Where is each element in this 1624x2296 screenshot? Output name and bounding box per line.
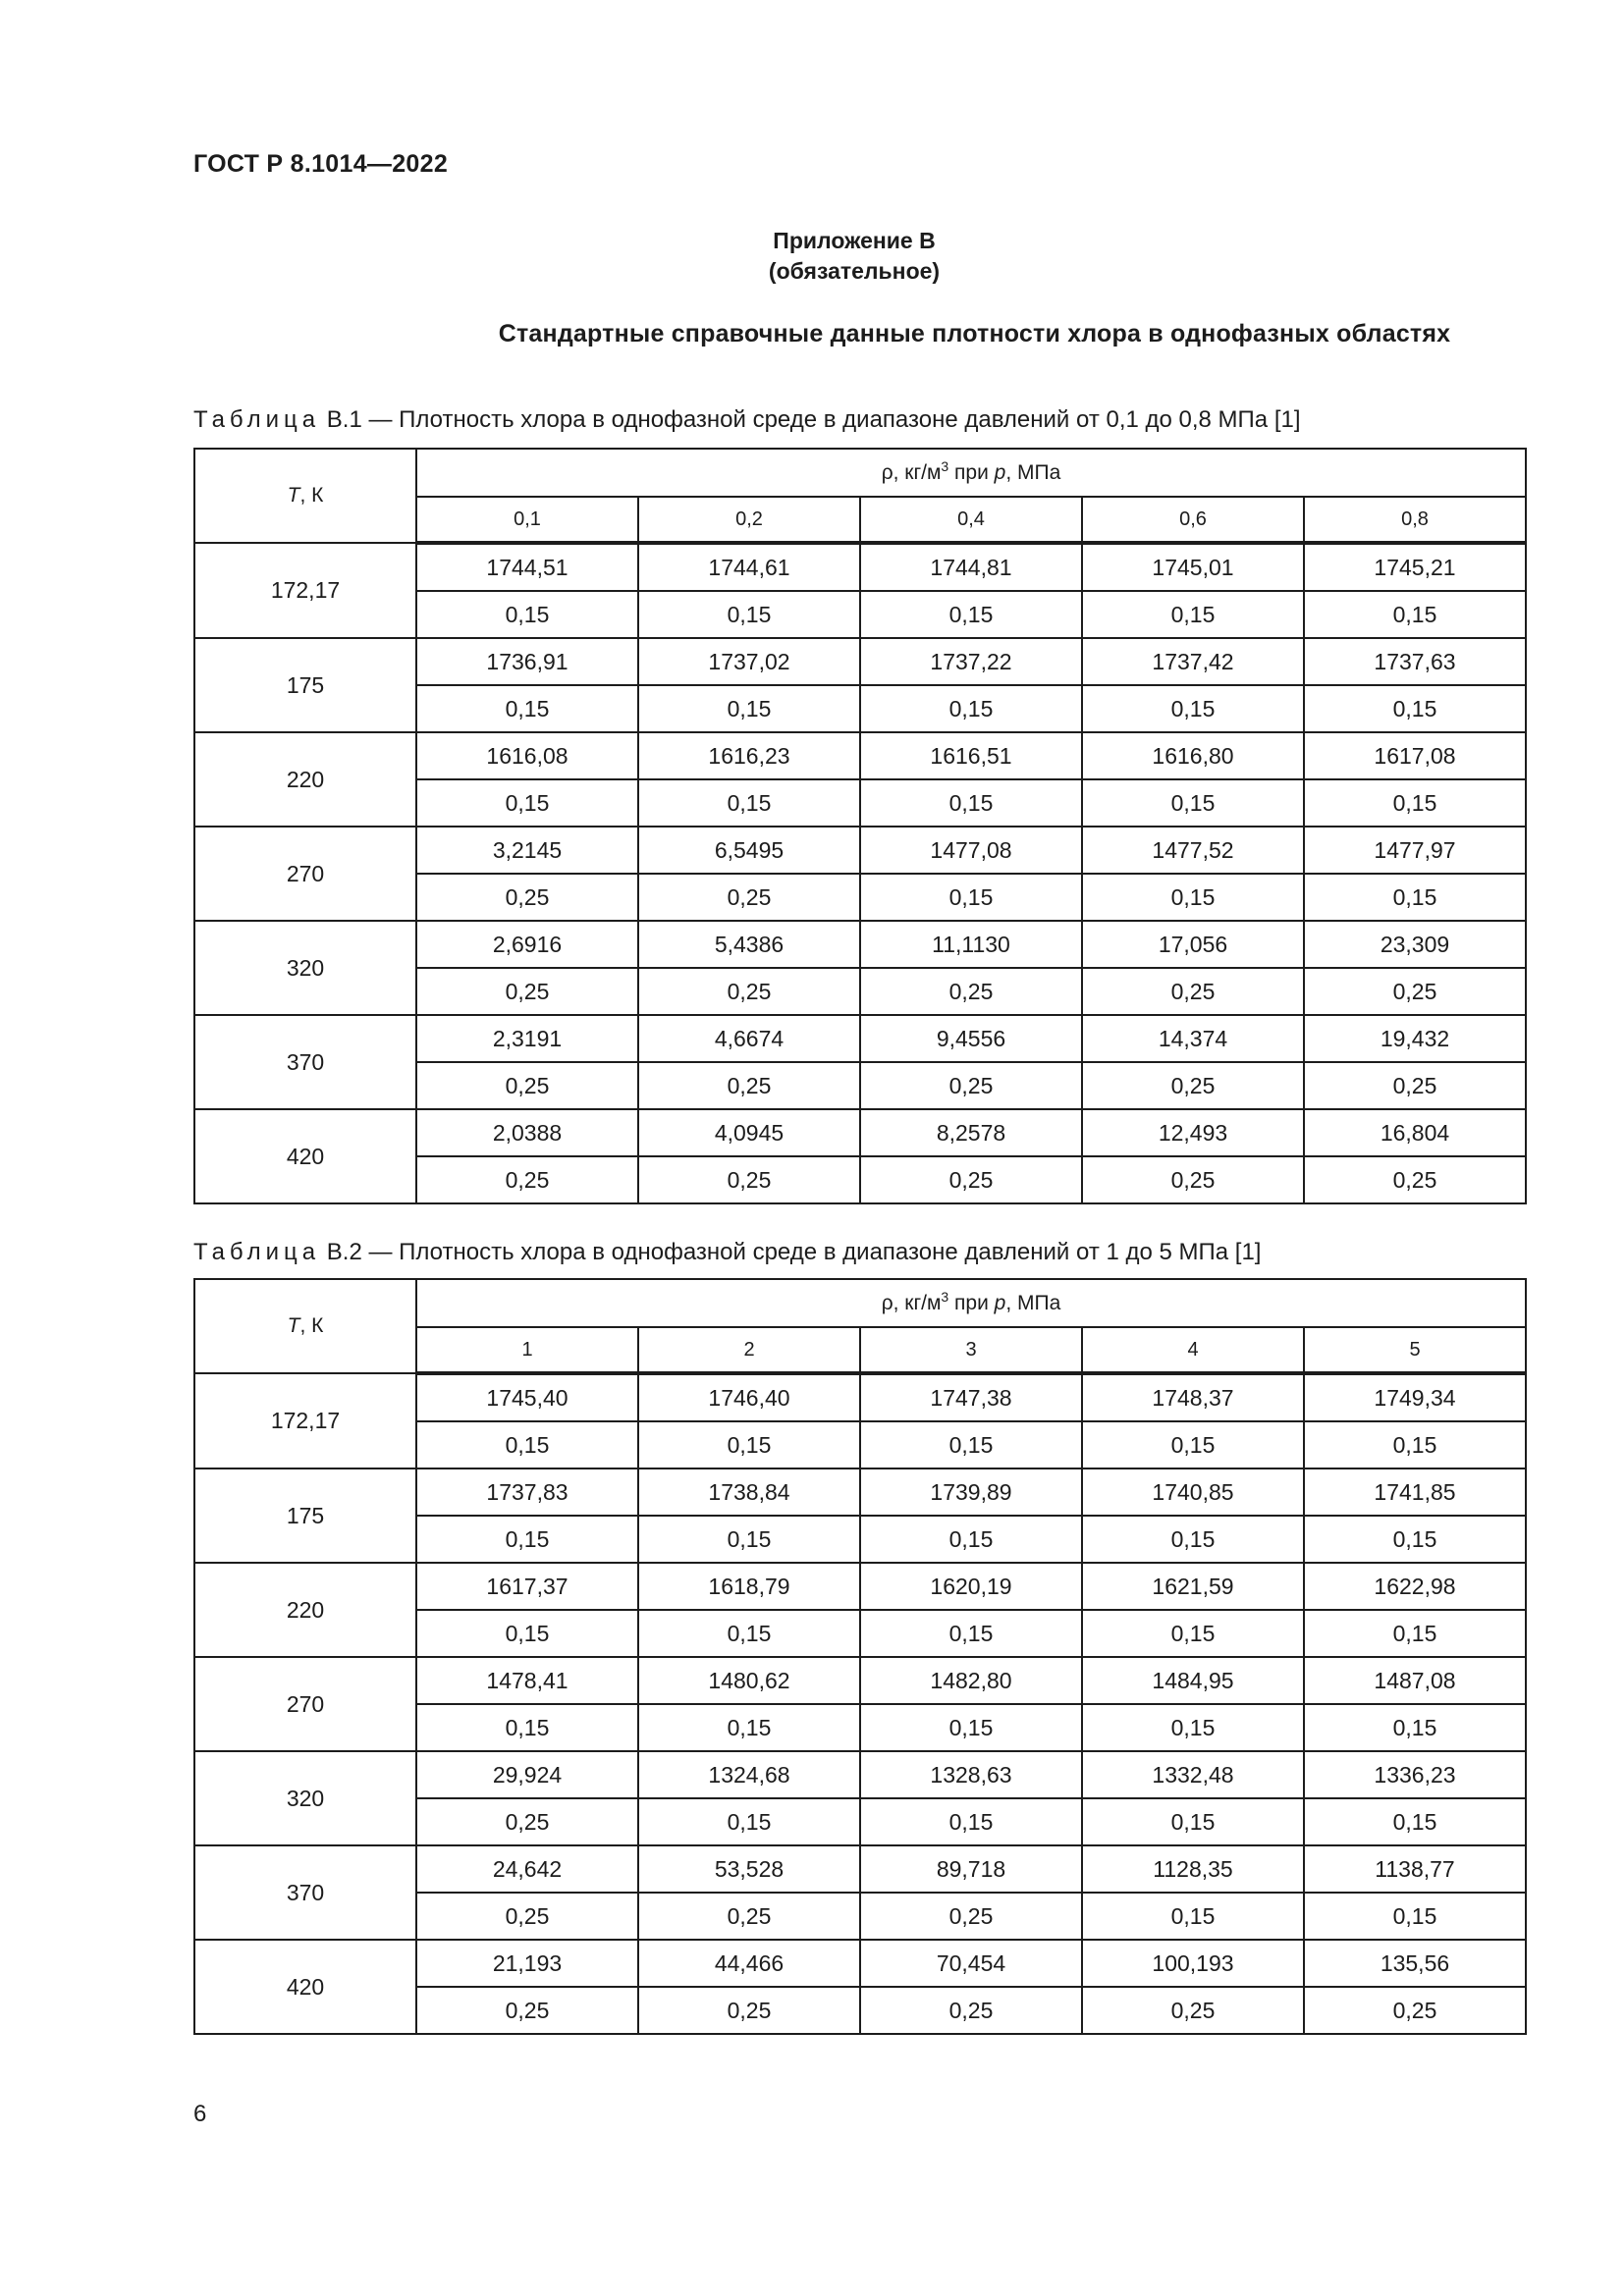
density-cell: 1739,89 (860, 1468, 1082, 1516)
temperature-cell: 320 (194, 921, 416, 1015)
uncertainty-cell: 0,25 (860, 1893, 1082, 1940)
table-row (194, 1845, 1526, 1893)
temperature-cell: 420 (194, 1109, 416, 1203)
uncertainty-cell: 0,15 (416, 1610, 638, 1657)
temperature-cell: 175 (194, 638, 416, 732)
table-row (194, 1015, 1526, 1062)
uncertainty-cell: 0,15 (1304, 1610, 1526, 1657)
table-caption (193, 406, 1301, 434)
density-cell: 1737,22 (860, 638, 1082, 685)
uncertainty-cell: 0,15 (1082, 685, 1304, 732)
uncertainty-cell: 0,15 (1304, 1421, 1526, 1468)
density-cell: 1746,40 (638, 1373, 860, 1421)
density-cell: 1737,63 (1304, 638, 1526, 685)
density-column-header: ρ, $кг/м^3$ при p, МПа (416, 1279, 1526, 1327)
density-cell: 1620,19 (860, 1563, 1082, 1610)
uncertainty-cell: 0,15 (416, 1516, 638, 1563)
uncertainty-cell: 0,15 (1082, 874, 1304, 921)
pressure-header: 0,2 (638, 497, 860, 543)
uncertainty-cell: 0,25 (1082, 1062, 1304, 1109)
density-cell: 135,56 (1304, 1940, 1526, 1987)
uncertainty-cell: 0,25 (860, 1156, 1082, 1203)
uncertainty-cell: 0,15 (1082, 1893, 1304, 1940)
temperature-cell: 420 (194, 1940, 416, 2034)
density-cell: 1482,80 (860, 1657, 1082, 1704)
uncertainty-cell: 0,25 (1082, 1987, 1304, 2034)
density-cell: 1128,35 (1082, 1845, 1304, 1893)
density-cell: 1747,38 (860, 1373, 1082, 1421)
temperature-cell: 270 (194, 827, 416, 921)
density-cell: 2,3191 (416, 1015, 638, 1062)
table-row (194, 1563, 1526, 1610)
density-cell: 1477,08 (860, 827, 1082, 874)
pressure-header: 4 (1082, 1327, 1304, 1373)
density-cell: 5,4386 (638, 921, 860, 968)
uncertainty-cell: 0,15 (860, 1704, 1082, 1751)
density-cell: 1749,34 (1304, 1373, 1526, 1421)
uncertainty-cell: 0,15 (1304, 1704, 1526, 1751)
density-cell: 1480,62 (638, 1657, 860, 1704)
table-row (194, 732, 1526, 779)
uncertainty-cell: 0,15 (416, 591, 638, 638)
density-cell: 3,2145 (416, 827, 638, 874)
uncertainty-cell: 0,15 (638, 685, 860, 732)
uncertainty-cell: 0,15 (638, 779, 860, 827)
uncertainty-cell: 0,15 (638, 1516, 860, 1563)
table-row (194, 638, 1526, 685)
density-cell: 12,493 (1082, 1109, 1304, 1156)
uncertainty-cell: 0,15 (860, 779, 1082, 827)
temperature-cell: 220 (194, 1563, 416, 1657)
density-cell: 1616,80 (1082, 732, 1304, 779)
uncertainty-cell: 0,15 (1082, 1610, 1304, 1657)
density-cell: 1737,02 (638, 638, 860, 685)
table-row (194, 1109, 1526, 1156)
density-cell: 70,454 (860, 1940, 1082, 1987)
density-cell: 1740,85 (1082, 1468, 1304, 1516)
uncertainty-cell: 0,15 (1304, 1798, 1526, 1845)
uncertainty-cell: 0,25 (416, 968, 638, 1015)
density-cell: 1741,85 (1304, 1468, 1526, 1516)
temperature-cell: 172,17 (194, 543, 416, 638)
uncertainty-cell: 0,15 (638, 1421, 860, 1468)
page-number: 6 (193, 2101, 207, 2127)
uncertainty-cell: 0,15 (1304, 874, 1526, 921)
density-cell: 1328,63 (860, 1751, 1082, 1798)
section-title: Стандартные справочные данные плотности хлора в однофазных областях (498, 320, 1451, 347)
document-code: ГОСТ Р 8.1014—2022 (193, 150, 449, 178)
uncertainty-cell: 0,25 (1082, 1156, 1304, 1203)
density-cell: 1621,59 (1082, 1563, 1304, 1610)
pressure-header: 3 (860, 1327, 1082, 1373)
table-row (194, 1657, 1526, 1704)
uncertainty-cell: 0,25 (860, 1062, 1082, 1109)
density-cell: 2,0388 (416, 1109, 638, 1156)
uncertainty-cell: 0,25 (416, 1062, 638, 1109)
uncertainty-cell: 0,15 (416, 1421, 638, 1468)
uncertainty-cell: 0,25 (416, 1798, 638, 1845)
uncertainty-cell: 0,15 (860, 1516, 1082, 1563)
density-cell: 11,1130 (860, 921, 1082, 968)
table-caption-text: В.2 — Плотность хлора в однофазной среде в диапазоне давлений от 1 до 5 МПа [1] (320, 1239, 1262, 1265)
density-cell: 1617,08 (1304, 732, 1526, 779)
table-row (194, 1373, 1526, 1421)
density-cell: 14,374 (1082, 1015, 1304, 1062)
density-cell: 16,804 (1304, 1109, 1526, 1156)
density-cell: 1736,91 (416, 638, 638, 685)
table-row (194, 827, 1526, 874)
density-cell: 9,4556 (860, 1015, 1082, 1062)
density-cell: 1138,77 (1304, 1845, 1526, 1893)
temperature-cell: 320 (194, 1751, 416, 1845)
uncertainty-cell: 0,15 (416, 779, 638, 827)
uncertainty-cell: 0,15 (1082, 1516, 1304, 1563)
density-cell: 1745,21 (1304, 543, 1526, 591)
density-cell: 1484,95 (1082, 1657, 1304, 1704)
density-cell: 1737,42 (1082, 638, 1304, 685)
density-cell: 1477,52 (1082, 827, 1304, 874)
uncertainty-cell: 0,25 (638, 1987, 860, 2034)
density-cell: 8,2578 (860, 1109, 1082, 1156)
uncertainty-cell: 0,15 (638, 1610, 860, 1657)
temperature-cell: 175 (194, 1468, 416, 1563)
uncertainty-cell: 0,15 (860, 1798, 1082, 1845)
table-caption (193, 1239, 1261, 1266)
table-row (194, 1940, 1526, 1987)
temperature-cell: 172,17 (194, 1373, 416, 1468)
density-cell: 1618,79 (638, 1563, 860, 1610)
temperature-cell: 270 (194, 1657, 416, 1751)
table-caption-word: Таблица (193, 1239, 321, 1265)
uncertainty-cell: 0,15 (1082, 1798, 1304, 1845)
density-table-b1 (193, 448, 1527, 1204)
temperature-cell: 370 (194, 1015, 416, 1109)
density-cell: 1738,84 (638, 1468, 860, 1516)
density-cell: 6,5495 (638, 827, 860, 874)
uncertainty-cell: 0,15 (1304, 591, 1526, 638)
uncertainty-cell: 0,25 (1304, 1987, 1526, 2034)
pressure-header: 1 (416, 1327, 638, 1373)
table-row (194, 1751, 1526, 1798)
density-cell: 24,642 (416, 1845, 638, 1893)
uncertainty-cell: 0,25 (638, 968, 860, 1015)
appendix-status: (обязательное) (768, 258, 941, 284)
density-cell: 1478,41 (416, 1657, 638, 1704)
uncertainty-cell: 0,15 (638, 591, 860, 638)
density-cell: 1616,23 (638, 732, 860, 779)
density-cell: 1487,08 (1304, 1657, 1526, 1704)
density-cell: 1744,51 (416, 543, 638, 591)
uncertainty-cell: 0,25 (1082, 968, 1304, 1015)
density-cell: 23,309 (1304, 921, 1526, 968)
uncertainty-cell: 0,15 (638, 1704, 860, 1751)
temperature-column-header: T, К (194, 1279, 416, 1373)
density-cell: 44,466 (638, 1940, 860, 1987)
density-cell: 21,193 (416, 1940, 638, 1987)
pressure-header: 0,8 (1304, 497, 1526, 543)
density-cell: 1332,48 (1082, 1751, 1304, 1798)
appendix-title: Приложение В (773, 228, 936, 253)
density-cell: 1336,23 (1304, 1751, 1526, 1798)
density-cell: 1737,83 (416, 1468, 638, 1516)
uncertainty-cell: 0,25 (638, 1156, 860, 1203)
uncertainty-cell: 0,15 (860, 874, 1082, 921)
density-cell: 29,924 (416, 1751, 638, 1798)
uncertainty-cell: 0,25 (1304, 968, 1526, 1015)
pressure-header: 0,4 (860, 497, 1082, 543)
uncertainty-cell: 0,25 (860, 1987, 1082, 2034)
table-row (194, 543, 1526, 591)
uncertainty-cell: 0,15 (1304, 685, 1526, 732)
uncertainty-cell: 0,15 (416, 1704, 638, 1751)
density-cell: 1617,37 (416, 1563, 638, 1610)
table-caption-text: В.1 — Плотность хлора в однофазной среде в диапазоне давлений от 0,1 до 0,8 МПа [1] (320, 406, 1301, 433)
uncertainty-cell: 0,15 (860, 591, 1082, 638)
temperature-cell: 220 (194, 732, 416, 827)
uncertainty-cell: 0,25 (1304, 1156, 1526, 1203)
uncertainty-cell: 0,25 (1304, 1062, 1526, 1109)
density-cell: 17,056 (1082, 921, 1304, 968)
table-row (194, 921, 1526, 968)
uncertainty-cell: 0,25 (860, 968, 1082, 1015)
uncertainty-cell: 0,15 (1082, 1421, 1304, 1468)
density-cell: 1622,98 (1304, 1563, 1526, 1610)
uncertainty-cell: 0,15 (1082, 1704, 1304, 1751)
table-caption-word: Таблица (193, 406, 321, 433)
uncertainty-cell: 0,25 (416, 1156, 638, 1203)
pressure-header: 0,6 (1082, 497, 1304, 543)
uncertainty-cell: 0,15 (1304, 1893, 1526, 1940)
density-cell: 4,6674 (638, 1015, 860, 1062)
density-cell: 4,0945 (638, 1109, 860, 1156)
uncertainty-cell: 0,25 (416, 1893, 638, 1940)
density-cell: 1748,37 (1082, 1373, 1304, 1421)
density-cell: 19,432 (1304, 1015, 1526, 1062)
uncertainty-cell: 0,25 (638, 874, 860, 921)
density-cell: 89,718 (860, 1845, 1082, 1893)
temperature-cell: 370 (194, 1845, 416, 1940)
density-table-b2 (193, 1278, 1527, 2035)
density-cell: 1477,97 (1304, 827, 1526, 874)
density-cell: 1616,51 (860, 732, 1082, 779)
density-column-header: ρ, $кг/м^3$ при p, МПа (416, 449, 1526, 497)
density-cell: 53,528 (638, 1845, 860, 1893)
uncertainty-cell: 0,15 (638, 1798, 860, 1845)
pressure-header: 2 (638, 1327, 860, 1373)
density-cell: 1324,68 (638, 1751, 860, 1798)
table-row (194, 1468, 1526, 1516)
uncertainty-cell: 0,25 (638, 1893, 860, 1940)
pressure-header: 5 (1304, 1327, 1526, 1373)
uncertainty-cell: 0,15 (416, 685, 638, 732)
density-cell: 2,6916 (416, 921, 638, 968)
pressure-header: 0,1 (416, 497, 638, 543)
density-cell: 1744,61 (638, 543, 860, 591)
uncertainty-cell: 0,25 (416, 874, 638, 921)
density-cell: 1745,01 (1082, 543, 1304, 591)
uncertainty-cell: 0,15 (1082, 591, 1304, 638)
density-cell: 1744,81 (860, 543, 1082, 591)
uncertainty-cell: 0,25 (416, 1987, 638, 2034)
uncertainty-cell: 0,15 (860, 1421, 1082, 1468)
uncertainty-cell: 0,15 (1304, 779, 1526, 827)
density-cell: 1745,40 (416, 1373, 638, 1421)
uncertainty-cell: 0,15 (1304, 1516, 1526, 1563)
temperature-column-header: T, К (194, 449, 416, 543)
uncertainty-cell: 0,15 (860, 685, 1082, 732)
density-cell: 100,193 (1082, 1940, 1304, 1987)
density-cell: 1616,08 (416, 732, 638, 779)
uncertainty-cell: 0,15 (860, 1610, 1082, 1657)
uncertainty-cell: 0,25 (638, 1062, 860, 1109)
uncertainty-cell: 0,15 (1082, 779, 1304, 827)
